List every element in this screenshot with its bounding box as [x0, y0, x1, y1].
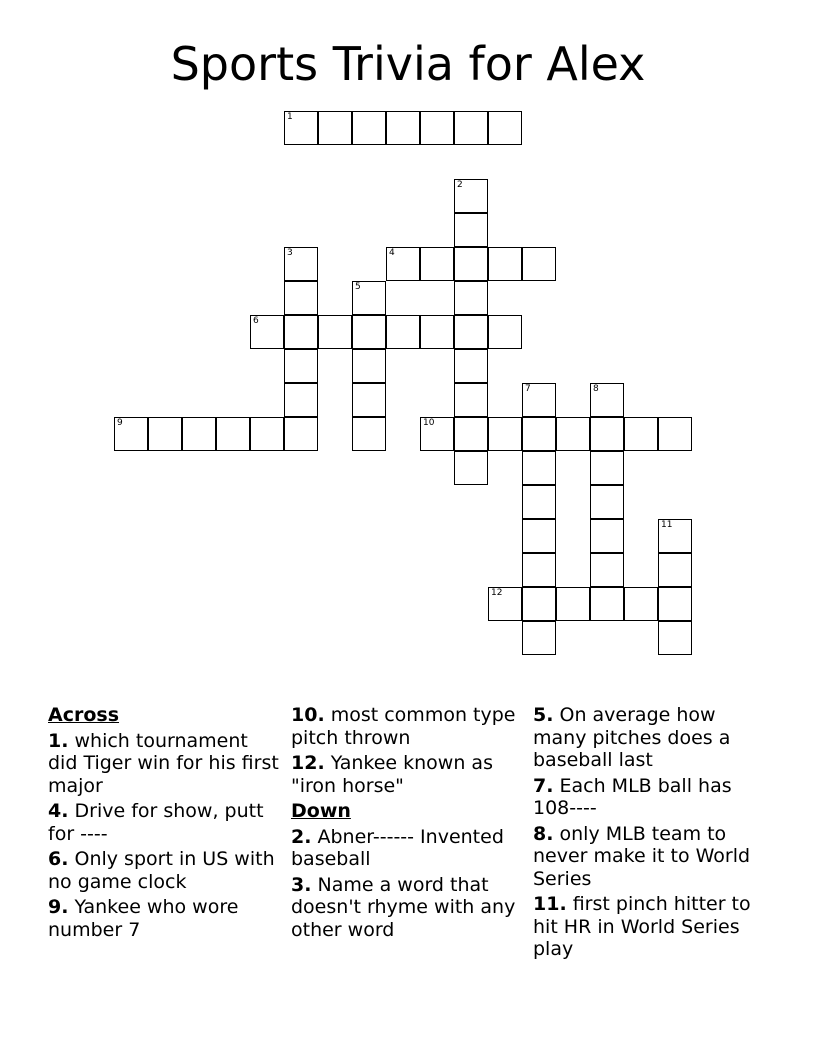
clue-number: 5. [533, 704, 554, 726]
clue-number-label: 8 [593, 384, 599, 394]
down-clue [291, 874, 523, 942]
grid-cell[interactable] [488, 247, 522, 281]
clue-number: 11. [533, 893, 567, 915]
clue-number: 8. [533, 822, 554, 845]
grid-cell[interactable] [522, 587, 556, 621]
across-clue [48, 848, 280, 893]
grid-cell[interactable] [658, 621, 692, 655]
grid-cell[interactable] [522, 383, 556, 417]
grid-cell[interactable] [420, 111, 454, 145]
clues-column-3 [533, 704, 765, 964]
grid-cell[interactable] [386, 315, 420, 349]
clue-number-label: 11 [661, 520, 673, 530]
grid-cell[interactable] [352, 417, 386, 451]
across-clue [48, 896, 280, 941]
clue-number-label: 10 [423, 418, 435, 428]
grid-cell[interactable] [488, 587, 522, 621]
clue-number-label: 3 [287, 248, 293, 258]
clue-number: 4. [48, 800, 69, 822]
grid-cell[interactable] [488, 417, 522, 451]
across-clue [291, 752, 523, 797]
grid-cell[interactable] [590, 417, 624, 451]
grid-cell[interactable] [114, 417, 148, 451]
grid-cell[interactable] [488, 111, 522, 145]
clue-number-label: 12 [491, 588, 503, 598]
grid-cell[interactable] [556, 417, 590, 451]
grid-cell[interactable] [182, 417, 216, 451]
grid-cell[interactable] [318, 315, 352, 349]
grid-cell[interactable] [624, 587, 658, 621]
clue-number: 1. [48, 729, 69, 752]
grid-cell[interactable] [454, 247, 488, 281]
grid-cell[interactable] [522, 451, 556, 485]
grid-cell[interactable] [658, 553, 692, 587]
clue-number-label: 2 [457, 180, 463, 190]
down-heading: Down [291, 800, 351, 822]
clue-number: 12. [291, 752, 325, 774]
grid-cell[interactable] [590, 451, 624, 485]
grid-cell[interactable] [522, 417, 556, 451]
grid-cell[interactable] [420, 315, 454, 349]
grid-cell[interactable] [658, 519, 692, 553]
grid-cell[interactable] [284, 315, 318, 349]
clue-text: Drive for show, putt for ---- [48, 800, 264, 845]
grid-cell[interactable] [488, 315, 522, 349]
clue-number: 6. [48, 848, 69, 870]
page-title: Sports Trivia for Alex [170, 37, 646, 91]
grid-cell[interactable] [318, 111, 352, 145]
across-heading: Across [48, 704, 120, 726]
grid-cell[interactable] [522, 621, 556, 655]
clue-number-label: 9 [117, 418, 123, 428]
down-clue [533, 823, 765, 891]
grid-cell[interactable] [216, 417, 250, 451]
clue-text: Yankee known as "iron horse" [291, 752, 493, 797]
across-clue [48, 800, 280, 845]
grid-cell[interactable] [352, 281, 386, 315]
grid-cell[interactable] [454, 349, 488, 383]
clue-number: 7. [533, 774, 554, 797]
grid-cell[interactable] [420, 417, 454, 451]
grid-cell[interactable] [454, 281, 488, 315]
clue-number: 9. [48, 896, 69, 918]
grid-cell[interactable] [454, 451, 488, 485]
clues-column-2 [291, 704, 523, 944]
down-clue [533, 775, 765, 820]
clue-text: Yankee who wore number 7 [48, 896, 239, 941]
grid-cell[interactable] [148, 417, 182, 451]
across-clue [48, 730, 280, 798]
clue-number-label: 7 [525, 384, 531, 394]
grid-cell[interactable] [352, 383, 386, 417]
clue-text: only MLB team to never make it to World Series [533, 822, 751, 890]
grid-cell[interactable] [352, 315, 386, 349]
grid-cell[interactable] [284, 247, 318, 281]
grid-cell[interactable] [454, 315, 488, 349]
grid-cell[interactable] [386, 111, 420, 145]
down-clue [291, 826, 523, 871]
grid-cell[interactable] [420, 247, 454, 281]
clue-number: 2. [291, 825, 312, 848]
clue-number: 3. [291, 873, 312, 896]
grid-cell[interactable] [590, 587, 624, 621]
grid-cell[interactable] [658, 587, 692, 621]
clue-text: Only sport in US with no game clock [48, 848, 275, 893]
grid-cell[interactable] [454, 213, 488, 247]
grid-cell[interactable] [352, 349, 386, 383]
grid-cell[interactable] [250, 315, 284, 349]
clue-text: Each MLB ball has 108---- [533, 774, 732, 819]
grid-cell[interactable] [454, 383, 488, 417]
down-clue [533, 893, 765, 961]
clue-text: first pinch hitter to hit HR in World Series play [533, 893, 751, 960]
clue-text: Name a word that doesn't rhyme with any other word [291, 873, 516, 941]
grid-cell[interactable] [590, 383, 624, 417]
grid-cell[interactable] [284, 349, 318, 383]
clue-number-label: 6 [253, 316, 259, 326]
clue-text: most common type pitch thrown [291, 704, 516, 749]
grid-cell[interactable] [454, 111, 488, 145]
grid-cell[interactable] [522, 247, 556, 281]
grid-cell[interactable] [522, 485, 556, 519]
grid-cell[interactable] [352, 111, 386, 145]
grid-cell[interactable] [284, 417, 318, 451]
grid-cell[interactable] [284, 281, 318, 315]
grid-cell[interactable] [590, 485, 624, 519]
grid-cell[interactable] [624, 417, 658, 451]
grid-cell[interactable] [454, 179, 488, 213]
grid-cell[interactable] [522, 553, 556, 587]
grid-cell[interactable] [250, 417, 284, 451]
clue-number-label: 5 [355, 282, 361, 292]
clue-text: which tournament did Tiger win for his first major [48, 729, 279, 797]
grid-cell[interactable] [454, 417, 488, 451]
clue-number: 10. [291, 704, 325, 726]
down-clue [533, 704, 765, 772]
clues-column-1 [48, 704, 280, 944]
clue-text: Abner------ Invented baseball [291, 825, 504, 870]
clue-number-label: 1 [287, 112, 293, 122]
grid-cell[interactable] [590, 553, 624, 587]
grid-cell[interactable] [658, 417, 692, 451]
grid-cell[interactable] [522, 519, 556, 553]
grid-cell[interactable] [556, 587, 590, 621]
grid-cell[interactable] [386, 247, 420, 281]
grid-cell[interactable] [284, 111, 318, 145]
grid-cell[interactable] [284, 383, 318, 417]
grid-cell[interactable] [590, 519, 624, 553]
clue-number-label: 4 [389, 248, 395, 258]
across-clue [291, 704, 523, 749]
clue-text: On average how many pitches does a baseball last [533, 704, 731, 771]
